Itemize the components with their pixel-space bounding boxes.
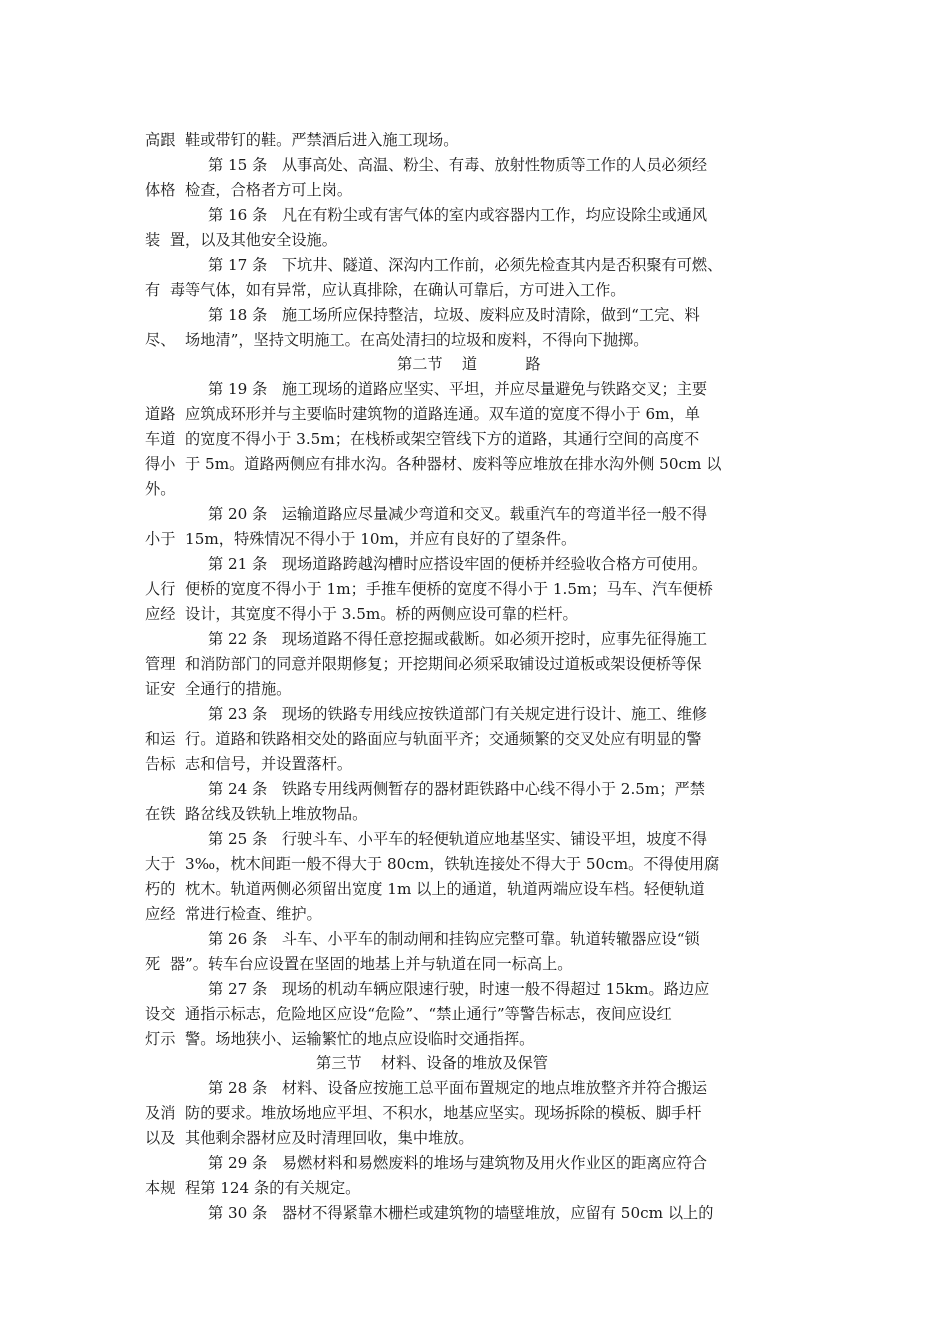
article-line: 第 28 条 材料、设备应按施工总平面布置规定的地点堆放整齐并符合搬运 xyxy=(208,1079,708,1097)
text-line: 设交 通指示标志，危险地区应设“危险”、“禁止通行”等警告标志，夜间应设红 xyxy=(145,1005,672,1023)
article-line: 第 27 条 现场的机动车辆应限速行驶，时速一般不得超过 15km。路边应 xyxy=(208,980,710,998)
text-line: 管理 和消防部门的同意并限期修复；开挖期间必须采取铺设过道板或架设便桥等保 xyxy=(145,655,702,673)
section-heading: 第三节 材料、设备的堆放及保管 xyxy=(316,1054,548,1072)
text-line: 小于 15m，特殊情况不得小于 10m，并应有良好的了望条件。 xyxy=(145,530,577,548)
article-line: 第 26 条 斗车、小平车的制动闸和挂钩应完整可靠。轨道转辙器应设“锁 xyxy=(208,930,700,948)
article-line: 第 15 条 从事高处、高温、粉尘、有毒、放射性物质等工作的人员必须经 xyxy=(208,156,708,174)
article-line: 第 24 条 铁路专用线两侧暂存的器材距铁路中心线不得小于 2.5m；严禁 xyxy=(208,780,705,798)
text-line: 应经 常进行检查、维护。 xyxy=(145,905,322,923)
article-line: 第 18 条 施工场所应保持整洁，垃圾、废料应及时清除，做到“工完、料 xyxy=(208,306,700,324)
text-line: 装 置，以及其他安全设施。 xyxy=(145,231,337,249)
text-line: 有 毒等气体，如有异常，应认真排除，在确认可靠后，方可进入工作。 xyxy=(145,281,626,299)
section-heading: 第二节 道 路 xyxy=(397,355,541,373)
text-line: 大于 3‰，枕木间距一般不得大于 80cm，铁轨连接处不得大于 50cm。不得使用腐 xyxy=(145,855,720,873)
text-line: 体格 检查，合格者方可上岗。 xyxy=(145,181,353,199)
article-line: 第 22 条 现场道路不得任意挖掘或截断。如必须开挖时，应事先征得施工 xyxy=(208,630,708,648)
article-line: 第 19 条 施工现场的道路应坚实、平坦，并应尽量避免与铁路交叉；主要 xyxy=(208,380,708,398)
article-line: 第 30 条 器材不得紧靠木栅栏或建筑物的墙壁堆放，应留有 50cm 以上的 xyxy=(208,1204,714,1222)
text-line: 人行 便桥的宽度不得小于 1m；手推车便桥的宽度不得小于 1.5m；马车、汽车便桥 xyxy=(145,580,713,598)
text-line: 外。 xyxy=(145,480,176,498)
article-line: 第 20 条 运输道路应尽量减少弯道和交叉。载重汽车的弯道半径一般不得 xyxy=(208,505,708,523)
article-line: 第 25 条 行驶斗车、小平车的轻便轨道应地基坚实、铺设平坦，坡度不得 xyxy=(208,830,708,848)
text-line: 朽的 枕木。轨道两侧必须留出宽度 1m 以上的通道，轨道两端应设车档。轻便轨道 xyxy=(145,880,705,898)
article-line: 第 23 条 现场的铁路专用线应按铁道部门有关规定进行设计、施工、维修 xyxy=(208,705,708,723)
text-line: 及消 防的要求。堆放场地应平坦、不积水，地基应坚实。现场拆除的模板、脚手杆 xyxy=(145,1104,702,1122)
text-line: 灯示 警。场地狭小、运输繁忙的地点应设临时交通指挥。 xyxy=(145,1030,535,1048)
text-line: 道路 应筑成环形并与主要临时建筑物的道路连通。双车道的宽度不得小于 6m，单 xyxy=(145,405,700,423)
text-line: 以及 其他剩余器材应及时清理回收，集中堆放。 xyxy=(145,1129,474,1147)
article-line: 第 21 条 现场道路跨越沟槽时应搭设牢固的便桥并经验收合格方可使用。 xyxy=(208,555,708,573)
text-line: 高跟 鞋或带钉的鞋。严禁酒后进入施工现场。 xyxy=(145,131,459,149)
text-line: 尽、 场地清”，坚持文明施工。在高处清扫的垃圾和废料，不得向下抛掷。 xyxy=(145,331,649,349)
text-line: 应经 设计，其宽度不得小于 3.5m。桥的两侧应设可靠的栏杆。 xyxy=(145,605,578,623)
text-line: 死 器”。转车台应设置在坚固的地基上并与轨道在同一标高上。 xyxy=(145,955,573,973)
article-line: 第 16 条 凡在有粉尘或有害气体的室内或容器内工作，均应设除尘或通风 xyxy=(208,206,708,224)
text-line: 在铁 路岔线及铁轨上堆放物品。 xyxy=(145,805,368,823)
article-line: 第 29 条 易燃材料和易燃废料的堆场与建筑物及用火作业区的距离应符合 xyxy=(208,1154,708,1172)
text-line: 本规 程第 124 条的有关规定。 xyxy=(145,1179,361,1197)
text-line: 和运 行。道路和铁路相交处的路面应与轨面平齐；交通频繁的交叉处应有明显的警 xyxy=(145,730,702,748)
text-line: 得小 于 5m。道路两侧应有排水沟。各种器材、废料等应堆放在排水沟外侧 50cm 以 xyxy=(145,455,722,473)
text-line: 告标 志和信号，并设置落杆。 xyxy=(145,755,353,773)
article-line: 第 17 条 下坑井、隧道、深沟内工作前，必须先检查其内是否积聚有可燃、 xyxy=(208,256,723,274)
text-line: 证安 全通行的措施。 xyxy=(145,680,292,698)
text-line: 车道 的宽度不得小于 3.5m；在栈桥或架空管线下方的道路，其通行空间的高度不 xyxy=(145,430,700,448)
